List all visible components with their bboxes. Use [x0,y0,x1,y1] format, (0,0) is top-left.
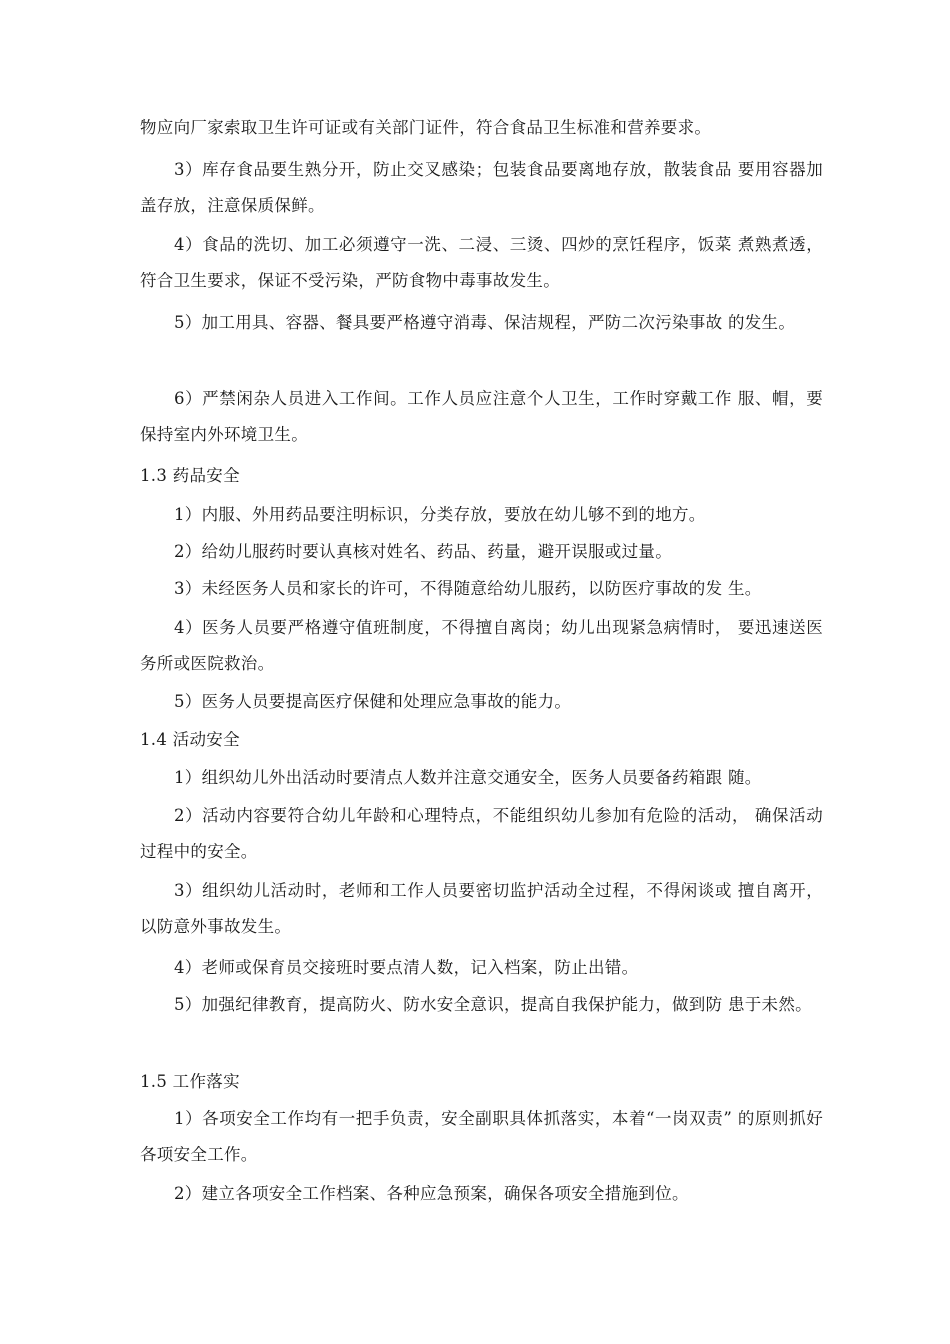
paragraph-activity-5: 5）加强纪律教育，提高防火、防水安全意识，提高自我保护能力，做到防 患于未然。 [174,995,812,1014]
paragraph-activity-4: 4）老师或保育员交接班时要点清人数，记入档案，防止出错。 [174,958,639,977]
paragraph-implementation-2: 2）建立各项安全工作档案、各种应急预案，确保各项安全措施到位。 [174,1184,689,1203]
paragraph-medicine-1: 1）内服、外用药品要注明标识，分类存放，要放在幼儿够不到的地方。 [174,505,706,524]
section-heading-medicine: 1.3 药品安全 [140,466,240,485]
paragraph-continuation: 物应向厂家索取卫生许可证或有关部门证件，符合食品卫生标准和营养要求。 [140,118,712,137]
paragraph-implementation-1: 1）各项安全工作均有一把手负责，安全副职具体抓落实，本着“一岗双责” 的原则抓好各项安全工作。 [140,1109,823,1164]
paragraph-staff-hygiene: 6）严禁闲杂人员进入工作间。工作人员应注意个人卫生，工作时穿戴工作 服、帽，要保持室内外环境卫生。 [140,389,823,444]
paragraph-activity-3: 3）组织幼儿活动时，老师和工作人员要密切监护活动全过程，不得闲谈或 擅自离开，以防意外事故发生。 [140,881,823,936]
paragraph-medicine-4: 4）医务人员要严格遵守值班制度，不得擅自离岗；幼儿出现紧急病情时， 要迅速送医务所或医院救治。 [140,618,823,673]
paragraph-food-processing: 4）食品的洗切、加工必须遵守一洗、二浸、三烫、四炒的烹饪程序，饭菜 煮熟煮透，符合卫生要求，保证不受污染，严防食物中毒事故发生。 [140,235,823,290]
section-heading-implementation: 1.5 工作落实 [140,1072,240,1091]
paragraph-medicine-3: 3）未经医务人员和家长的许可，不得随意给幼儿服药，以防医疗事故的发 生。 [174,579,762,598]
paragraph-activity-2: 2）活动内容要符合幼儿年龄和心理特点，不能组织幼儿参加有危险的活动， 确保活动过程中的安全。 [140,806,823,861]
paragraph-medicine-2: 2）给幼儿服药时要认真核对姓名、药品、药量，避开误服或过量。 [174,542,672,561]
paragraph-utensils: 5）加工用具、容器、餐具要严格遵守消毒、保洁规程，严防二次污染事故 的发生。 [174,313,796,332]
section-heading-activity: 1.4 活动安全 [140,730,240,749]
paragraph-activity-1: 1）组织幼儿外出活动时要清点人数并注意交通安全，医务人员要备药箱跟 随。 [174,768,762,787]
paragraph-medicine-5: 5）医务人员要提高医疗保健和处理应急事故的能力。 [174,692,572,711]
paragraph-food-storage: 3）库存食品要生熟分开，防止交叉感染；包装食品要离地存放，散装食品 要用容器加盖存放，注意保质保鲜。 [140,160,823,215]
